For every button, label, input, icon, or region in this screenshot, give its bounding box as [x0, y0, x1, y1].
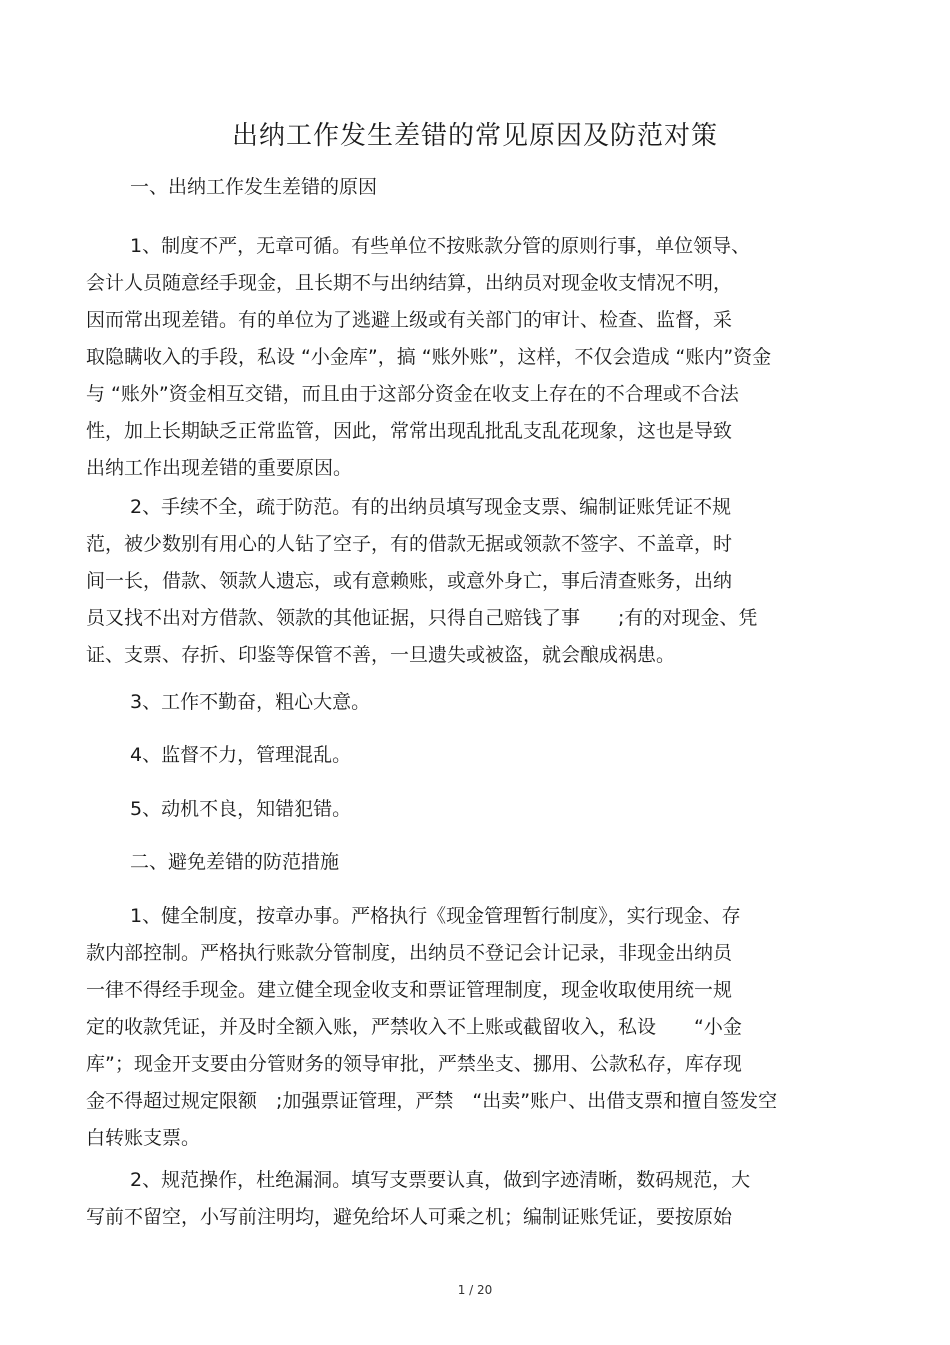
- paragraph-line: 取隐瞒收入的手段，私设 “小金库”，搞 “账外账”，这样，不仅会造成 “账内”资金: [86, 346, 772, 368]
- paragraph-line: 金不得超过规定限额 ;加强票证管理，严禁 “出卖”账户、出借支票和擅自签发空: [86, 1090, 778, 1112]
- paragraph-line: 出纳工作出现差错的重要原因。: [86, 457, 353, 479]
- paragraph-line: 1、制度不严，无章可循。有些单位不按账款分管的原则行事，单位领导、: [130, 235, 751, 257]
- paragraph-line: 2、手续不全，疏于防范。有的出纳员填写现金支票、编制证账凭证不规: [130, 496, 732, 518]
- paragraph-measure-1: [86, 898, 866, 1157]
- paragraph-line: 间一长，借款、领款人遗忘，或有意赖账，或意外身亡，事后清查账务，出纳: [86, 570, 733, 592]
- paragraph-line: 会计人员随意经手现金，且长期不与出纳结算，出纳员对现金收支情况不明，: [86, 272, 733, 294]
- paragraph-line: 写前不留空，小写前注明均，避免给坏人可乘之机；编制证账凭证，要按原始: [86, 1206, 733, 1228]
- paragraph-cause-4: 4、监督不力，管理混乱。: [130, 744, 352, 766]
- paragraph-line: 1、健全制度，按章办事。严格执行《现金管理暂行制度》，实行现金、存: [130, 905, 741, 927]
- section-heading-causes: 一、出纳工作发生差错的原因: [130, 176, 378, 198]
- section-heading-measures: 二、避免差错的防范措施: [130, 851, 340, 873]
- paragraph-line: 员又找不出对方借款、领款的其他证据，只得自己赔钱了事 ;有的对现金、凭: [86, 607, 758, 629]
- paragraph-line: 款内部控制。严格执行账款分管制度，出纳员不登记会计记录，非现金出纳员: [86, 942, 733, 964]
- paragraph-line: 性，加上长期缺乏正常监管，因此，常常出现乱批乱支乱花现象，这也是导致: [86, 420, 733, 442]
- paragraph-line: 与 “账外”资金相互交错，而且由于这部分资金在收支上存在的不合理或不合法: [86, 383, 739, 405]
- paragraph-line: 白转账支票。: [86, 1127, 201, 1149]
- paragraph-line: 库”；现金开支要由分管财务的领导审批，严禁坐支、挪用、公款私存，库存现: [86, 1053, 742, 1075]
- paragraph-line: 范，被少数别有用心的人钻了空子，有的借款无据或领款不签字、不盖章，时: [86, 533, 733, 555]
- paragraph-line: 2、规范操作，杜绝漏洞。填写支票要认真，做到字迹清晰，数码规范，大: [130, 1169, 751, 1191]
- paragraph-line: 定的收款凭证，并及时全额入账，严禁收入不上账或截留收入，私设 “小金: [86, 1016, 742, 1038]
- paragraph-measure-2: [86, 1162, 866, 1236]
- paragraph-cause-3: 3、工作不勤奋，粗心大意。: [130, 691, 371, 713]
- paragraph-cause-1: [86, 228, 866, 487]
- paragraph-line: 因而常出现差错。有的单位为了逃避上级或有关部门的审计、检查、监督，采: [86, 309, 733, 331]
- paragraph-line: 证、支票、存折、印鉴等保管不善，一旦遗失或被盗，就会酿成祸患。: [86, 644, 676, 666]
- document-title: 出纳工作发生差错的常见原因及防范对策: [231, 121, 718, 151]
- page-number: 1 / 20: [457, 1283, 493, 1297]
- paragraph-cause-2: [86, 489, 866, 674]
- paragraph-cause-5: 5、动机不良，知错犯错。: [130, 798, 352, 820]
- paragraph-line: 一律不得经手现金。建立健全现金收支和票证管理制度，现金收取使用统一规: [86, 979, 733, 1001]
